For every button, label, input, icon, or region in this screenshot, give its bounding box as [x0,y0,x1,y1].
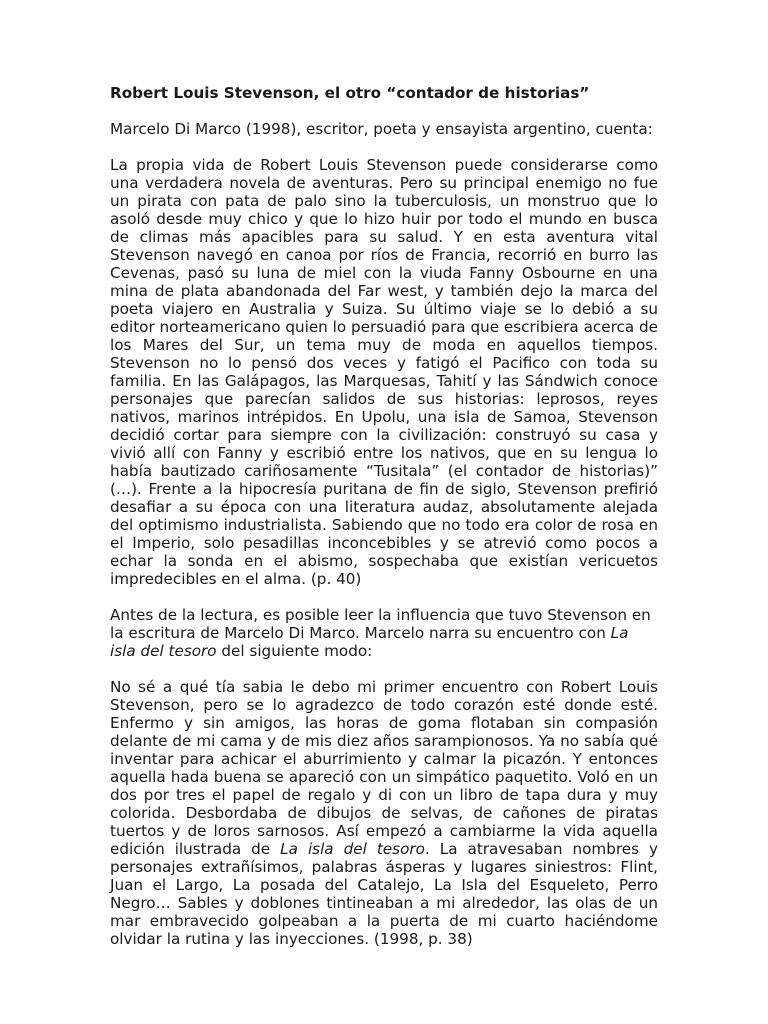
paragraph-influence-text-after: del siguiente modo: [216,642,373,660]
quote-first-encounter-text-before: No sé a qué tía sabia le debo mi primer encuentro con Robert Louis Stevenson, pero se lo agradezco de todo corazón esté donde esté. Enfermo y sin amigos, las horas de goma flotaban sin compasión delante de mi cama y de mis diez años sarampionosos. Ya no sabía qué inventar para achicar el aburrimiento y calmar la picazón. Y entonces aquella hada buena se apareció con un simpático paquetito. Voló en un dos por tres el papel de regalo y di con un libro de tapa dura y muy colorida. Desbordaba de dibujos de selvas, de cañones de piratas tuertos y de loros sarnosos. Así empezó a cambiarme la vida aquella edición ilustrada de [110,678,658,858]
quote-first-encounter-text-after: . La atravesaban nombres y personajes extrañísimos, palabras ásperas y lugares siniestros: Flint, Juan el Largo, La posada del Catalejo, La Isla del Esqueleto, Perro Negro… Sables y doblones tintineaban a mi alrededor, las olas de un mar embravecido golpeaban a la puerta de mi cuarto haciéndome olvidar la rutina y las inyecciones. (1998, p. 38) [110,840,659,948]
document-title: Robert Louis Stevenson, el otro “contador de historias” [110,84,590,102]
quote-stevenson-life: La propia vida de Robert Louis Stevenson puede considerarse como una verdadera novela de aventuras. Pero su principal enemigo no fue un pirata con pata de palo sino la tuberculosis, un monstruo que lo asoló desde muy chico y que lo hizo huir por todo el mundo en busca de climas más apacibles para su salud. Y en esta aventura vital Stevenson navegó en canoa por ríos de Francia, recorrió en burro las Cevenas, pasó su luna de miel con la viuda Fanny Osbourne en una mina de plata abandonada del Far west, y también dejo la marca del poeta viajero en Australia y Suiza. Su último viaje se lo debió a su editor norteamericano quien lo persuadió para que escribiera acerca de los Mares del Sur, un tema muy de moda en aquellos tiempos. Stevenson no lo pensó dos veces y fatigó el Pacifico con toda su familia. En las Galápagos, las Marquesas, Tahití y las Sándwich conoce personajes que parecían salidos de sus historias: leprosos, reyes nativos, marinos intrépidos. En Upolu, una isla de Samoa, Stevenson decidió cortar para siempre con la civilización: construyó su casa y vivió allí con Fanny y escribió entre los nativos, que en su lengua lo había bautizado cariñosamente “Tusitala” (el contador de historias)” (…). Frente a la hipocresía puritana de fin de siglo, Stevenson prefirió desafiar a su época con una literatura audaz, absolutamente alejada del optimismo industrialista. Sabiendo que no todo era color de rosa en el Imperio, solo pesadillas inconcebibles y se atrevió como pocos a echar la sonda en el abismo, sospechaba que existían vericuetos impredecibles en el alma. (p. 40) [110,156,658,588]
document-page [110,84,658,966]
intro-paragraph: Marcelo Di Marco (1998), escritor, poeta y ensayista argentino, cuenta: [110,120,653,138]
book-title-italic: La isla del tesoro [110,624,629,660]
paragraph-influence-text-before: Antes de la lectura, es posible leer la influencia que tuvo Stevenson en la escritura de Marcelo Di Marco. Marcelo narra su encuentro con [110,606,651,642]
quote-first-encounter [110,678,658,948]
paragraph-influence [110,606,658,660]
book-title-italic: La isla del tesoro [280,840,425,858]
